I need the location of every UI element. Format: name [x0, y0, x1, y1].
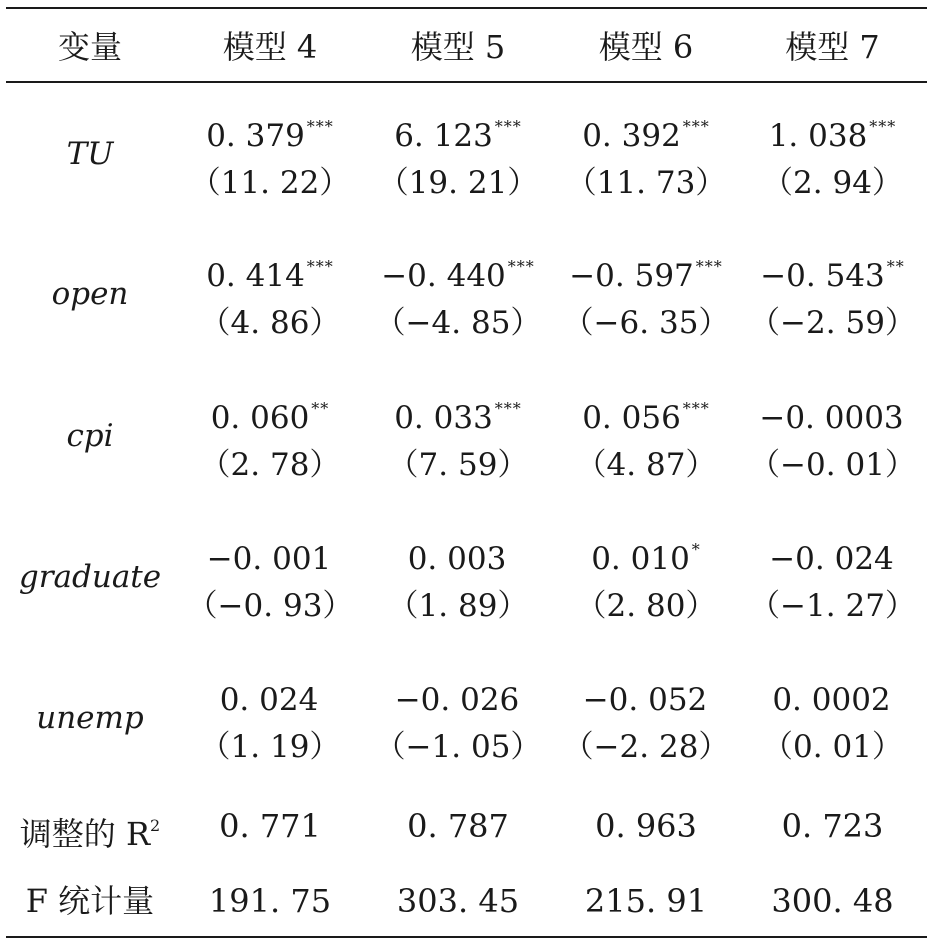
f-stat-model-5: 303. 45: [396, 882, 520, 920]
row-label-cpi: cpi: [66, 418, 114, 454]
significance-stars: *: [691, 540, 701, 559]
significance-stars: **: [311, 399, 330, 418]
header-model-6: 模型 6: [598, 28, 694, 66]
f-stat-label: F 统计量: [25, 882, 155, 920]
adj-r2-model-4: 0. 771: [219, 807, 321, 845]
coef-value: 0. 392: [582, 118, 681, 154]
header-model-7: 模型 7: [785, 28, 880, 66]
tstat-cpi-model-4: （2. 78）: [199, 447, 341, 483]
tstat-cpi-model-5: （7. 59）: [387, 447, 529, 483]
coef-value: −0. 026: [394, 682, 520, 718]
header-variable: 变量: [57, 28, 122, 66]
coef-TU-model-5: [368, 107, 548, 156]
tstat-graduate-model-7: （−1. 27）: [749, 588, 916, 624]
header-model-5: 模型 5: [410, 28, 506, 66]
f-stat-model-4: 191. 75: [208, 882, 332, 920]
significance-stars: **: [886, 257, 905, 276]
header-model-4: 模型 4: [222, 28, 318, 66]
significance-stars: ***: [869, 117, 897, 136]
adj-r2-model-7: 0. 723: [781, 807, 884, 845]
coef-graduate-model-6: [556, 530, 736, 579]
tstat-open-model-5: （−4. 85）: [374, 305, 542, 341]
tstat-open-model-7: （−2. 59）: [749, 305, 916, 341]
significance-stars: ***: [306, 257, 334, 276]
tstat-open-model-6: （−6. 35）: [562, 305, 730, 341]
coef-unemp-model-7: [740, 671, 925, 720]
coef-cpi-model-7: [740, 389, 925, 438]
row-label-TU: TU: [66, 136, 114, 172]
coef-value: 0. 379: [206, 118, 305, 154]
coef-value: 6. 123: [394, 118, 493, 154]
coef-value: −0. 440: [381, 258, 506, 294]
adj-r2-model-6: 0. 963: [595, 807, 697, 845]
significance-stars: ***: [507, 257, 535, 276]
significance-stars: ***: [494, 399, 522, 418]
significance-stars: ***: [682, 399, 710, 418]
tstat-unemp-model-7: （0. 01）: [762, 729, 903, 765]
tstat-unemp-model-6: （−2. 28）: [562, 729, 730, 765]
significance-stars: ***: [682, 117, 710, 136]
significance-stars: ***: [494, 117, 522, 136]
coef-unemp-model-5: [368, 671, 548, 720]
coef-cpi-model-4: [180, 389, 360, 438]
coef-open-model-5: [368, 247, 548, 296]
coef-value: 0. 414: [206, 258, 305, 294]
coef-value: −0. 024: [769, 541, 894, 577]
tstat-cpi-model-6: （4. 87）: [575, 447, 717, 483]
coef-unemp-model-6: [556, 671, 736, 720]
coef-cpi-model-5: [368, 389, 548, 438]
tstat-unemp-model-5: （−1. 05）: [374, 729, 542, 765]
significance-stars: ***: [306, 117, 334, 136]
coef-value: −0. 001: [206, 541, 332, 577]
coef-graduate-model-7: [740, 530, 925, 579]
tstat-graduate-model-6: （2. 80）: [575, 588, 717, 624]
tstat-TU-model-5: （19. 21）: [377, 165, 539, 201]
coef-cpi-model-6: [556, 389, 736, 438]
coef-open-model-4: [180, 247, 360, 296]
coef-value: 0. 010: [591, 541, 690, 577]
coef-value: 0. 024: [219, 682, 319, 718]
tstat-TU-model-7: （2. 94）: [762, 165, 903, 201]
coef-unemp-model-4: [180, 671, 360, 720]
coef-open-model-6: [556, 247, 736, 296]
table-bottom-rule: [6, 936, 927, 938]
f-stat-model-6: 215. 91: [584, 882, 708, 920]
row-label-unemp: unemp: [36, 700, 144, 736]
tstat-graduate-model-4: （−0. 93）: [186, 588, 354, 624]
tstat-graduate-model-5: （1. 89）: [387, 588, 529, 624]
adj-r2-model-5: 0. 787: [407, 807, 509, 845]
row-label-open: open: [51, 276, 129, 312]
coef-graduate-model-5: [368, 530, 548, 579]
coef-value: 0. 056: [582, 400, 681, 436]
tstat-TU-model-6: （11. 73）: [565, 165, 727, 201]
tstat-TU-model-4: （11. 22）: [189, 165, 351, 201]
coef-TU-model-6: [556, 107, 736, 156]
coef-value: 0. 0002: [772, 682, 891, 718]
tstat-open-model-4: （4. 86）: [199, 305, 341, 341]
tstat-unemp-model-4: （1. 19）: [199, 729, 341, 765]
coef-TU-model-7: [740, 107, 925, 156]
coef-value: −0. 052: [582, 682, 708, 718]
coef-graduate-model-4: [180, 530, 360, 579]
significance-stars: ***: [695, 257, 723, 276]
coef-value: −0. 597: [569, 258, 694, 294]
coef-value: 0. 033: [394, 400, 493, 436]
row-label-graduate: graduate: [18, 559, 162, 595]
f-stat-model-7: 300. 48: [771, 882, 894, 920]
coef-value: −0. 0003: [759, 400, 904, 436]
coef-value: 0. 060: [210, 400, 310, 436]
coef-value: −0. 543: [760, 258, 885, 294]
tstat-cpi-model-7: （−0. 01）: [749, 447, 916, 483]
coef-open-model-7: [740, 247, 925, 296]
coef-value: 1. 038: [768, 118, 868, 154]
adj-r2-label: 调整的 $R^2$: [19, 815, 161, 853]
coef-TU-model-4: [180, 107, 360, 156]
table-top-rule: [6, 7, 927, 9]
table-header-rule: [6, 81, 927, 83]
coef-value: 0. 003: [407, 541, 507, 577]
